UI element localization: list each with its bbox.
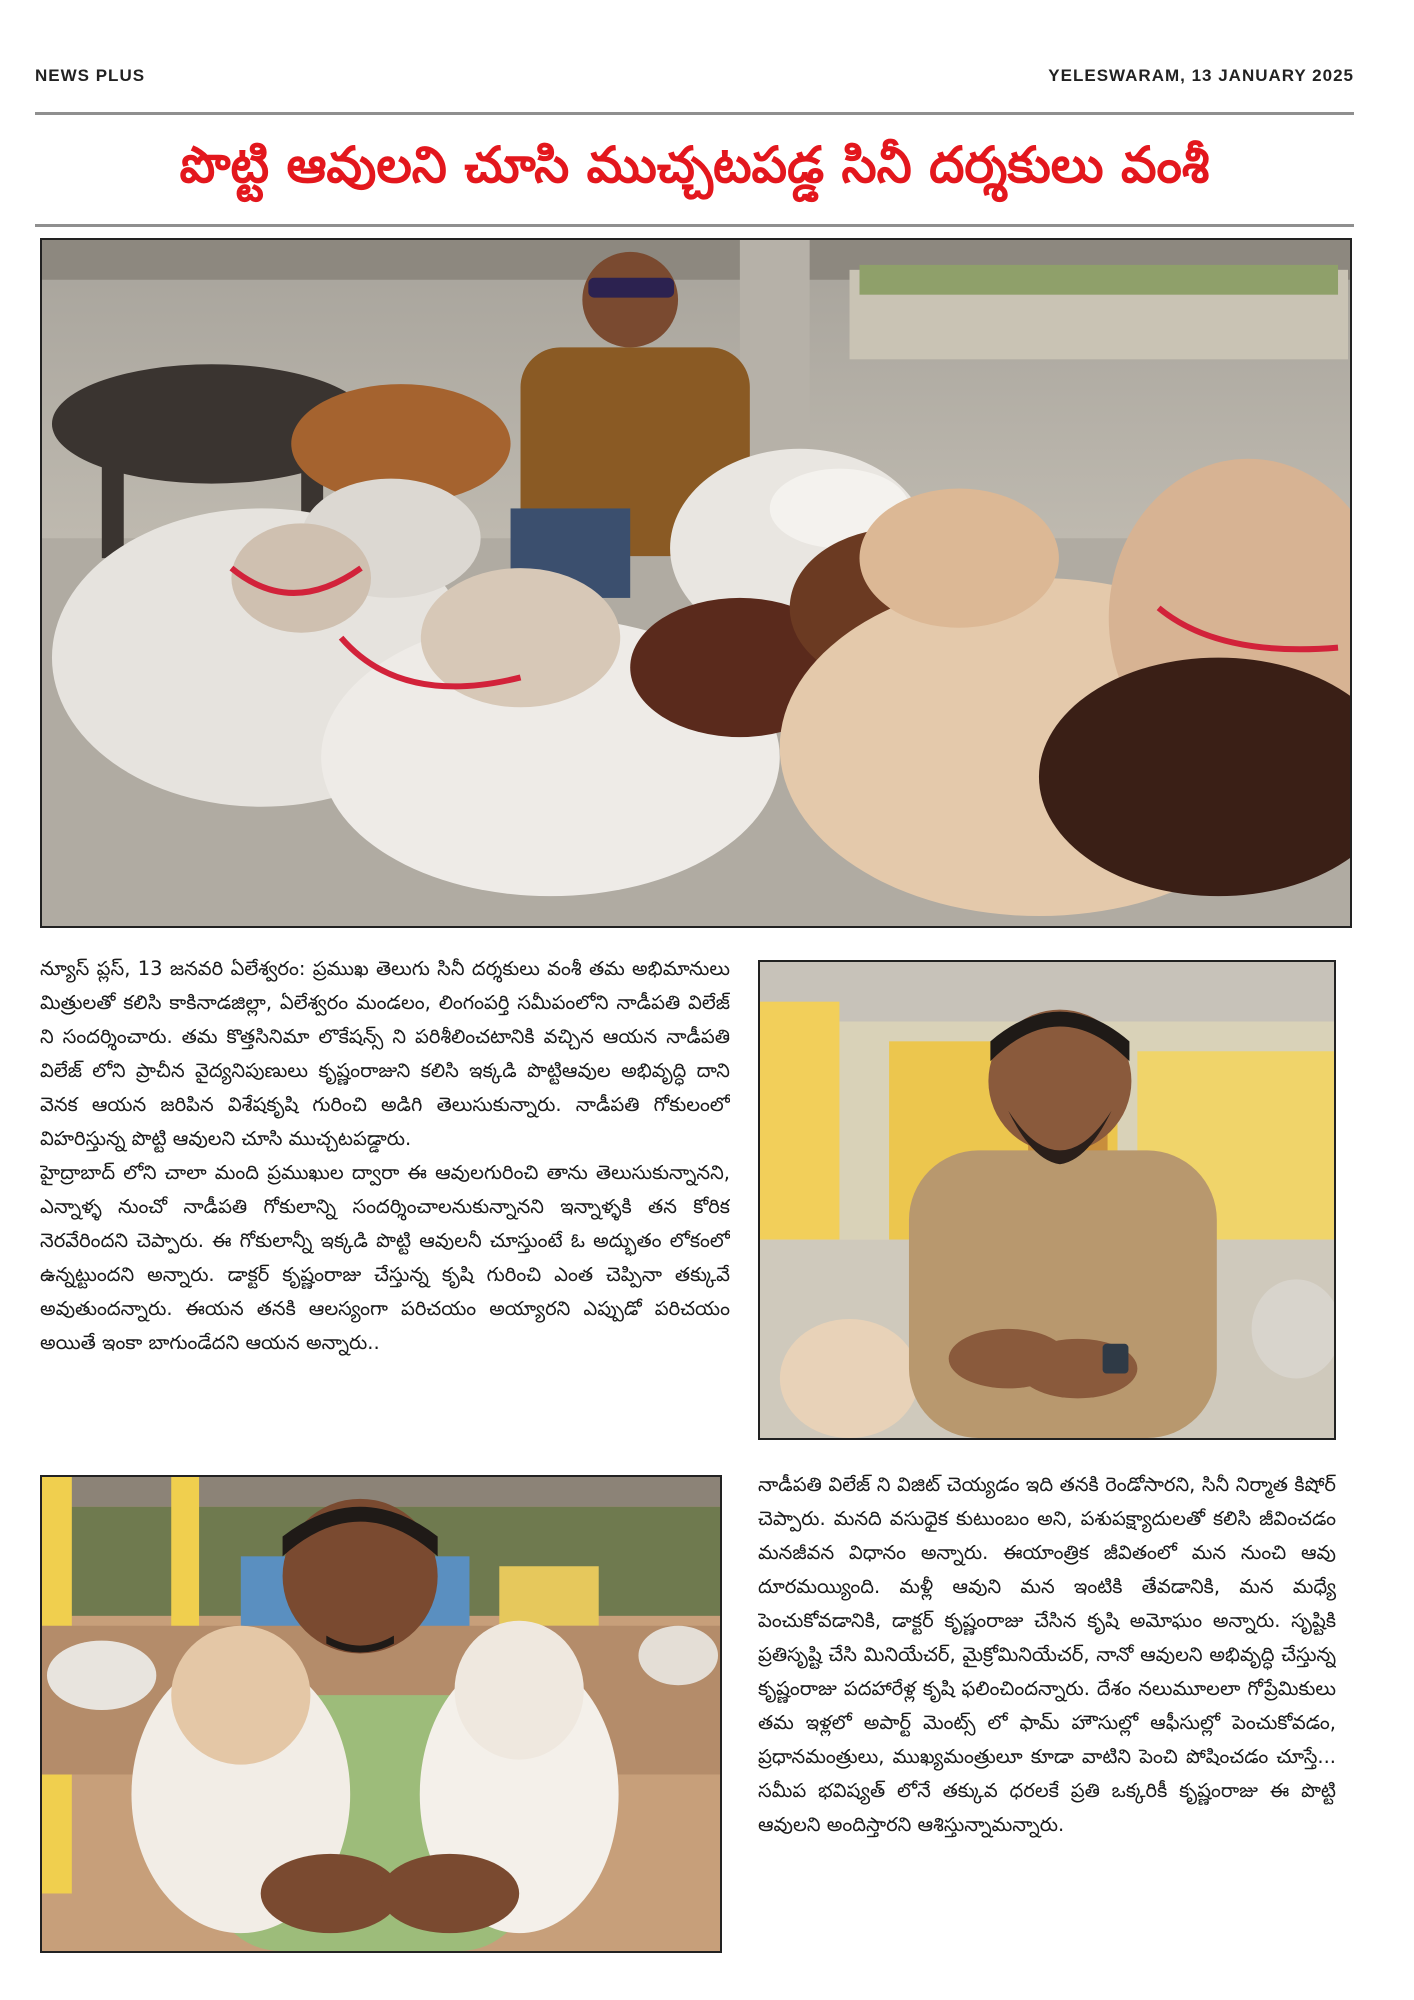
dateline: YELESWARAM, 13 JANUARY 2025 [1048, 66, 1354, 85]
article-column-left [40, 952, 730, 1452]
photo-right-image [760, 962, 1334, 1438]
header-rule-bottom [35, 224, 1354, 227]
photo-man-with-calves-in-shed [40, 238, 1352, 928]
photo-man-in-beige-shirt [758, 960, 1336, 1440]
article-paragraph: నాడీపతి విలేజ్ ని విజిట్ చెయ్యడం ఇది తనకి రెండోసారని, సినీ నిర్మాత కిషోర్ చెప్పారు. మనది వసుధైక కుటుంబం అని, పశుపక్ష్యాదులతో కలిసి జీవించడం మనజీవన విధానం అన్నారు. ఈయాంత్రిక జీవితంలో మన నుంచి ఆవు దూరమయ్యింది. మళ్లీ ఆవుని మన ఇంటికి తేవడానికి, మన మధ్యే పెంచుకోవడానికి, డాక్టర్ కృష్ణంరాజు చేసిన కృషి అమోఘం అన్నారు. సృష్టికి ప్రతిసృష్టి చేసి మినియేచర్, మైక్రోమినియేచర్, నానో ఆవులని అభివృద్ధి చేస్తున్న కృష్ణంరాజు పదహారేళ్ల కృషి ఫలించిందన్నారు. దేశం నలుమూలలా గోప్రేమికులు తమ ఇళ్లలో అపార్ట్ మెంట్స్ లో ఫామ్ హౌసుల్లో ఆఫీసుల్లో పెంచుకోవడం, ప్రధానమంత్రులు, ముఖ్యమంత్రులూ కూడా వాటిని పెంచి పోషించడం చూస్తే... సమీప భవిష్యత్ లోనే తక్కువ ధరలకే ప్రతి ఒక్కరికీ కృష్ణంరాజు ఈ పొట్టి ఆవులని అందిస్తారని ఆశిస్తున్నామన్నారు. [758, 1473, 1336, 1836]
headline: పొట్టి ఆవులని చూసి ముచ్చటపడ్డ సినీ దర్శకులు వంశీ [179, 135, 1210, 194]
photo-left-image [42, 1477, 720, 1951]
photo-man-holding-two-calves [40, 1475, 722, 1953]
header-rule-top [35, 112, 1354, 115]
publication-name: NEWS PLUS [35, 66, 146, 85]
photo-main-image [42, 240, 1350, 926]
article-paragraph: న్యూస్ ప్లస్, 13 జనవరి ఏలేశ్వరం: ప్రముఖ తెలుగు సినీ దర్శకులు వంశీ తమ అభిమానులు మిత్రులతో కలిసి కాకినాడజిల్లా, ఏలేశ్వరం మండలం, లింగంపర్తి సమీపంలోని నాడీపతి విలేజ్ ని సందర్శించారు. తమ కొత్తసినిమా లొకేషన్స్ ని పరిశీలించటానికి వచ్చిన ఆయన నాడీపతి విలేజ్ లోని ప్రాచీన వైద్యనిపుణులు కృష్ణంరాజుని కలిసి ఇక్కడి పొట్టిఆవుల అభివృద్ధి దాని వెనక ఆయన జరిపిన విశేషకృషి గురించి అడిగి తెలుసుకున్నారు. నాడీపతి గోకులంలో విహరిస్తున్న పొట్టి ఆవులని చూసి ముచ్చటపడ్డారు. [40, 957, 730, 1150]
masthead [35, 64, 1354, 88]
article-column-right [758, 1468, 1336, 1968]
article-paragraph: హైద్రాబాద్ లోని చాలా మంది ప్రముఖుల ద్వారా ఈ ఆవులగురించి తాను తెలుసుకున్నానని, ఎన్నాళ్ళ నుంచో నాడీపతి గోకులాన్ని సందర్శించాలనుకున్నానని ఇన్నాళ్ళకి తన కోరిక నెరవేరిందని చెప్పారు. ఈ గోకులాన్నీ ఇక్కడి పొట్టి ఆవులనీ చూస్తుంటే ఓ అద్భుతం లోకంలో ఉన్నట్టుందని అన్నారు. డాక్టర్ కృష్ణంరాజు చేస్తున్న కృషి గురించి ఎంత చెప్పినా తక్కువే అవుతుందన్నారు. ఈయన తనకి ఆలస్యంగా పరిచయం అయ్యారని ఎప్పుడో పరిచయం అయితే ఇంకా బాగుండేదని ఆయన అన్నారు.. [40, 1161, 730, 1354]
